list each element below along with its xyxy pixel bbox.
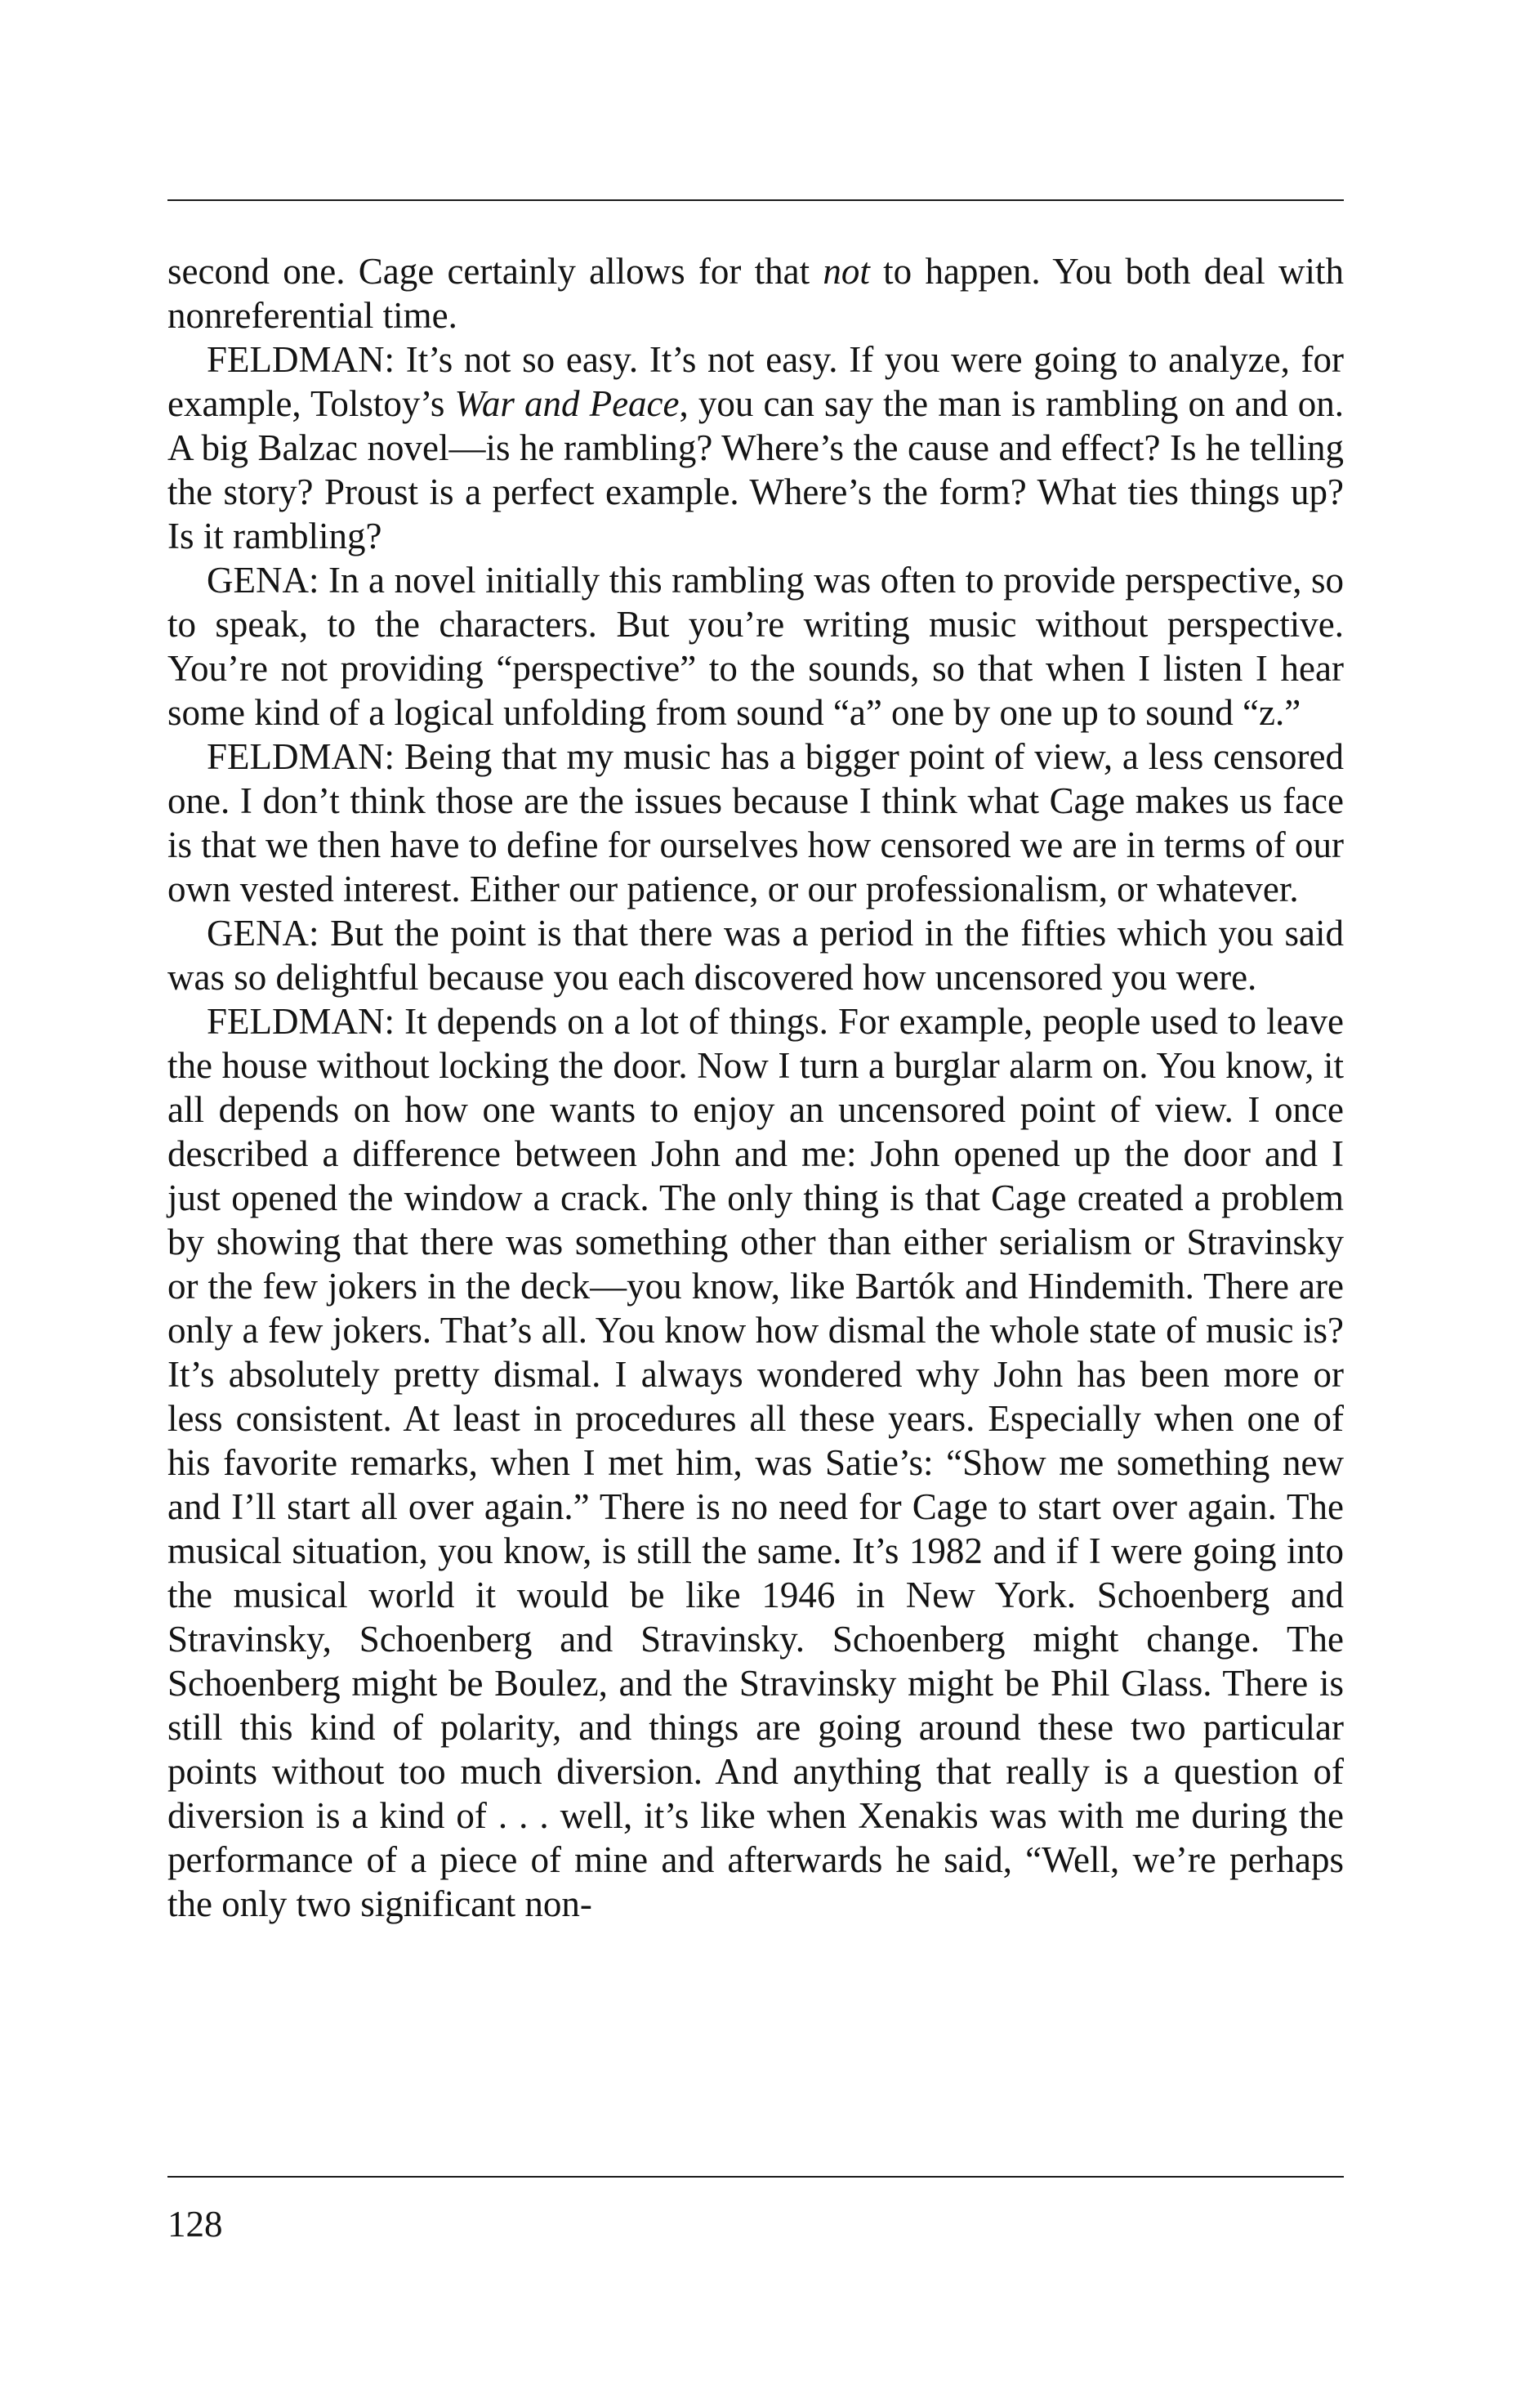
text-run: , you can say the man is rambling on and on. A big Balzac novel—is he rambling? Where’s the cause and effect? Is he telling the story? Proust is a perfect example. Where’s the form? What ties things up? Is it rambling? (167, 383, 1344, 556)
text-run: FELDMAN: Being that my music has a bigger point of view, a less censored one. I don’t think those are the issues because I think what Cage makes us face is that we then have to define for ourselves how censored we are in terms of our own vested interest. Either our patience, or our professionalism, or whatever. (167, 736, 1344, 909)
paragraph (167, 911, 1344, 999)
paragraph (167, 999, 1344, 1926)
italic-text-run: War and Peace (454, 383, 680, 424)
text-run: FELDMAN: It’s not so easy. It’s not easy. If you were going to analyze, for example, Tolstoy’s (167, 339, 1344, 424)
paragraph (167, 337, 1344, 558)
body-text (167, 249, 1344, 1926)
text-run: GENA: In a novel initially this rambling was often to provide perspective, so to speak, to the characters. But you’re writing music without perspective. You’re not providing “perspective” to the sounds, so that when I listen I hear some kind of a logical unfolding from sound “a” one by one up to sound “z.” (167, 560, 1344, 733)
text-run: FELDMAN: It depends on a lot of things. For example, people used to leave the house without locking the door. Now I turn a burglar alarm on. You know, it all depends on how one wants to enjoy an uncensored point of view. I once described a difference between John and me: John opened up the door and I just opened the window a crack. The only thing is that Cage created a problem by showing that there was something other than either serialism or Stravinsky or the few jokers in the deck—you know, like Bartók and Hindemith. There are only a few jokers. That’s all. You know how dismal the whole state of music is? It’s absolutely pretty dismal. I always wondered why John has been more or less consistent. At least in procedures all these years. Especially when one of his favorite remarks, when I met him, was Satie’s: “Show me something new and I’ll start all over again.” There is no need for Cage to start over again. The musical situation, you know, is still the same. It’s 1982 and if I were going into the musical world it would be like 1946 in New York. Schoenberg and Stravinsky, Schoenberg and Stravinsky. Schoenberg might change. The Schoenberg might be Boulez, and the Stravinsky might be Phil Glass. There is still this kind of polarity, and things are going around these two particular points without too much diversion. And anything that really is a question of diversion is a kind of . . . well, it’s like when Xenakis was with me during the performance of a piece of mine and afterwards he said, “Well, we’re perhaps the only two significant non- (167, 1001, 1344, 1924)
paragraph (167, 249, 1344, 337)
paragraph (167, 735, 1344, 911)
italic-text-run: not (823, 251, 870, 292)
text-run: to happen. You both deal with nonreferential time. (167, 251, 1344, 336)
text-run: GENA: But the point is that there was a period in the fifties which you said was so delightful because you each discovered how uncensored you were. (167, 913, 1344, 998)
footer-rule (167, 2176, 1344, 2178)
paragraph (167, 558, 1344, 735)
header-rule (167, 199, 1344, 201)
text-run: second one. Cage certainly allows for that (167, 251, 823, 292)
page-number: 128 (167, 2204, 223, 2245)
